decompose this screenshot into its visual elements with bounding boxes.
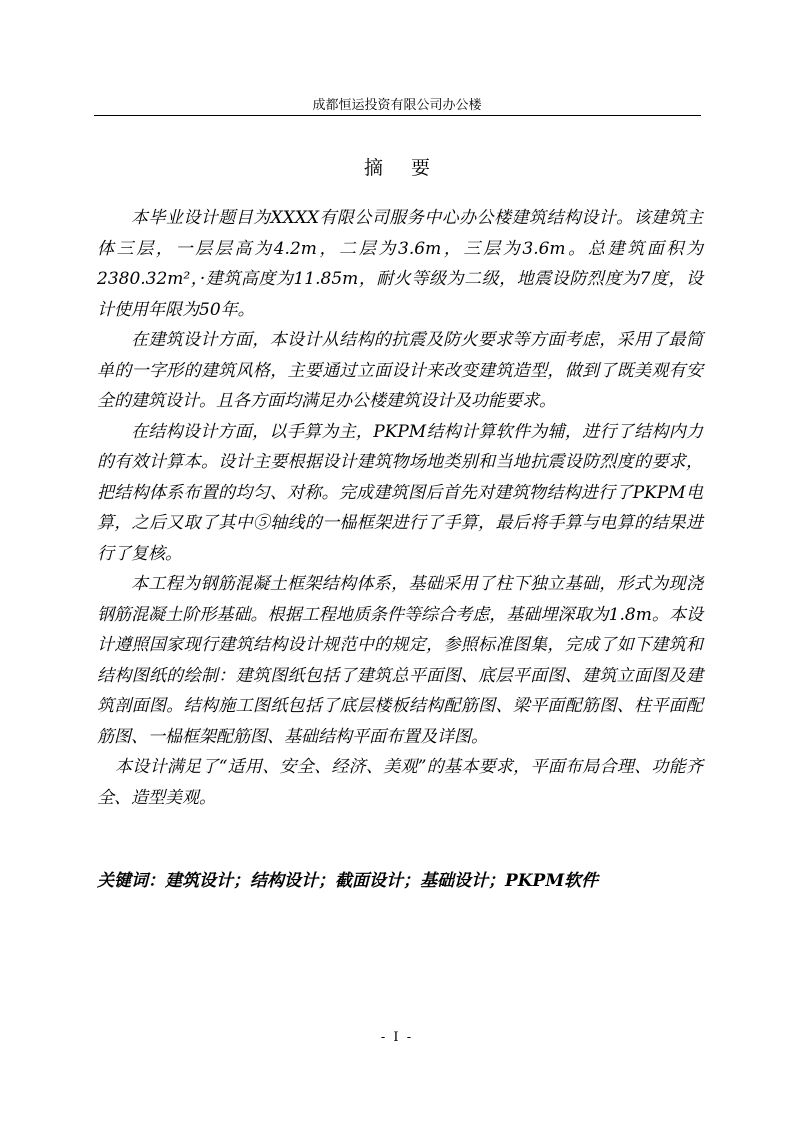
page-number: - I - (380, 1030, 414, 1045)
abstract-paragraph: 本设计满足了“适用、安全、经济、美观”的基本要求，平面布局合理、功能齐全、造型美观。 (97, 757, 703, 808)
header-rule (94, 115, 701, 116)
abstract-body (97, 203, 703, 813)
abstract-paragraph: 在建筑设计方面，本设计从结构的抗震及防火要求等方面考虑，采用了最简单的一字形的建筑风格，主要通过立面设计来改变建筑造型，做到了既美观有安全的建筑设计。且各方面均满足办公楼建筑设计及功能要求。 (97, 330, 703, 411)
running-header: 成都恒运投资有限公司办公楼 (312, 98, 482, 113)
abstract-title: 摘要 (363, 157, 458, 179)
abstract-paragraph: 在结构设计方面，以手算为主，PKPM结构计算软件为辅，进行了结构内力的有效计算本。设计主要根据设计建筑物场地类别和当地抗震设防烈度的要求，把结构体系布置的均匀、对称。完成建筑图后首先对建筑物结构进行了PKPM电算，之后又取了其中⑤轴线的一榀框架进行了手算，最后将手算与电算的结果进行了复核。 (97, 421, 703, 564)
abstract-paragraph: 本毕业设计题目为XXXX有限公司服务中心办公楼建筑结构设计。该建筑主体三层，一层层高为4.2m，二层为3.6m，三层为3.6m。总建筑面积为2380.32m²，·建筑高度为11.85m，耐火等级为二级，地震设防烈度为7度，设计使用年限为50年。 (97, 208, 703, 320)
abstract-paragraph: 本工程为钢筋混凝土框架结构体系，基础采用了柱下独立基础，形式为现浇钢筋混凝土阶形基础。根据工程地质条件等综合考虑，基础埋深取为1.8m。本设计遵照国家现行建筑结构设计规范中的规定，参照标准图集，完成了如下建筑和结构图纸的绘制：建筑图纸包括了建筑总平面图、底层平面图、建筑立面图及建筑剖面图。结构施工图纸包括了底层楼板结构配筋图、梁平面配筋图、柱平面配筋图、一榀框架配筋图、基础结构平面布置及详图。 (97, 574, 703, 747)
keywords-line: 关键词：建筑设计；结构设计；截面设计；基础设计；PKPM软件 (97, 871, 599, 891)
